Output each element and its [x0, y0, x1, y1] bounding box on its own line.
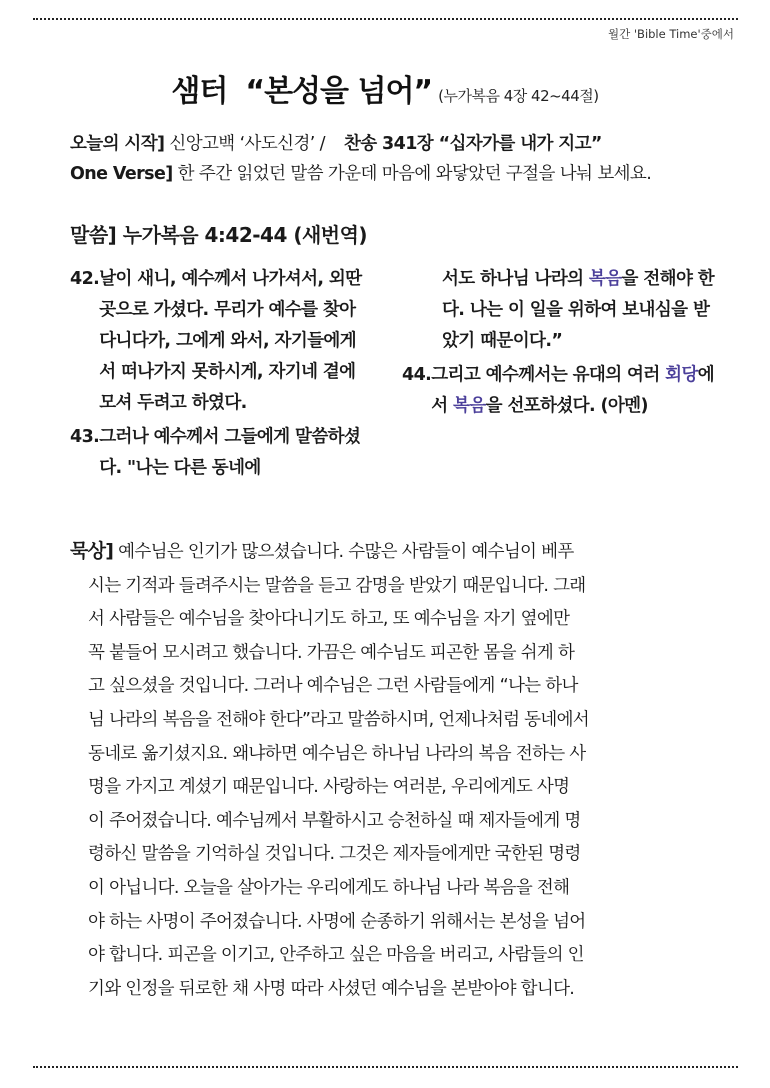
- verse-text: 을 전해야 한다. 나는 이 일을 위하여 보내심을 받았기 때문이다.”: [442, 269, 715, 351]
- verse-44: [402, 360, 722, 422]
- verse-43-continuation: [402, 264, 722, 357]
- verse-42: [70, 264, 370, 419]
- meditation-line: 야 하는 사명이 주어졌습니다. 사명에 순종하기 위해서는 본성을 넘어: [88, 911, 586, 932]
- intro-line-2: [70, 160, 730, 185]
- verse-number: 43.: [70, 427, 100, 447]
- verse-text: 그러나 예수께서 그들에게 말씀하셨다. "나는 다른 동네에: [99, 427, 361, 478]
- verse-text: 날이 새니, 예수께서 나가셔서, 외딴 곳으로 가셨다. 무리가 예수를 찾아다니다가, 그에게 와서, 자기들에게서 떠나가지 못하시게, 자기네 곁에 모셔 두려고 하였다.: [99, 269, 362, 413]
- meditation-line-1: 묵상] 예수님은 인기가 많으셨습니다. 수많은 사람들이 예수님이 베푸: [70, 540, 574, 562]
- scripture-column-left: [70, 264, 370, 487]
- meditation-line: 이 아닙니다. 오늘을 살아가는 우리에게도 하나님 나라 복음을 전해: [88, 877, 570, 898]
- verse-text: 서도 하나님 나라의: [442, 269, 589, 289]
- source-note: 월간 'Bible Time'중에서: [608, 27, 734, 41]
- meditation: [70, 535, 706, 1006]
- page-title: [0, 66, 770, 110]
- meditation-line: 꼭 붙들어 모시려고 했습니다. 가끔은 예수님도 피곤한 몸을 쉬게 하: [88, 642, 575, 663]
- meditation-line: 동네로 옮기셨지요. 왜냐하면 예수님은 하나님 나라의 복음 전하는 사: [88, 743, 586, 764]
- meditation-line: 령하신 말씀을 기억하실 것입니다. 그것은 제자들에게만 국한된 명령: [88, 844, 581, 865]
- scripture-column-right: [402, 264, 722, 425]
- title-main-a: 샘터: [171, 74, 228, 109]
- scripture-heading: 말씀] 누가복음 4:42-44 (새번역): [70, 223, 368, 247]
- bottom-dotted-rule: [33, 1066, 738, 1068]
- highlight-synagogue: 회당: [665, 365, 698, 385]
- meditation-line: 야 합니다. 피곤을 이기고, 안주하고 싶은 마음을 버리고, 사람들의 인: [88, 945, 584, 966]
- highlight-gospel: 복음: [453, 396, 486, 416]
- meditation-line: 이 주어졌습니다. 예수님께서 부활하시고 승천하실 때 제자들에게 명: [88, 810, 581, 831]
- verse-number: 44.: [402, 365, 432, 385]
- verse-number: 42.: [70, 269, 100, 289]
- meditation-line: 기와 인정을 뒤로한 채 사명 따라 사셨던 예수님을 본받아야 합니다.: [88, 978, 575, 999]
- meditation-line: 서 사람들은 예수님을 찾아다니기도 하고, 또 예수님을 자기 옆에만: [88, 609, 570, 630]
- meditation-label: 묵상]: [70, 540, 114, 562]
- highlight-gospel: 복음: [588, 269, 622, 289]
- start-text: 신앙고백 ‘사도신경’ /: [164, 134, 325, 154]
- one-verse-text: 한 주간 읽었던 말씀 가운데 마음에 와닿았던 구절을 나눠 보세요.: [172, 164, 652, 184]
- meditation-line: 명을 가지고 계셨기 때문입니다. 사랑하는 여러분, 우리에게도 사명: [88, 777, 570, 798]
- title-main-b: “본성을 넘어”: [245, 74, 433, 109]
- one-verse-label: One Verse]: [70, 164, 173, 184]
- meditation-line: 시는 기적과 들려주시는 말씀을 듣고 감명을 받았기 때문입니다. 그래: [88, 575, 586, 596]
- title-reference: (누가복음 4장 42~44절): [438, 87, 599, 105]
- meditation-line: 고 싶으셨을 것입니다. 그러나 예수님은 그런 사람들에게 “나는 하나: [88, 676, 578, 697]
- meditation-line: 님 나라의 복음을 전해야 한다”라고 말씀하시며, 언제나처럼 동네에서: [88, 709, 590, 730]
- intro-line-1: [70, 130, 730, 155]
- start-label: 오늘의 시작]: [70, 134, 165, 154]
- verse-text: 그리고 예수께서는 유대의 여러 회당에서 복음을 선포하셨다. (아멘): [431, 365, 715, 416]
- verse-43: [70, 422, 370, 484]
- top-dotted-rule: [33, 18, 738, 20]
- hymn-text: 찬송 341장 “십자가를 내가 지고”: [343, 134, 602, 154]
